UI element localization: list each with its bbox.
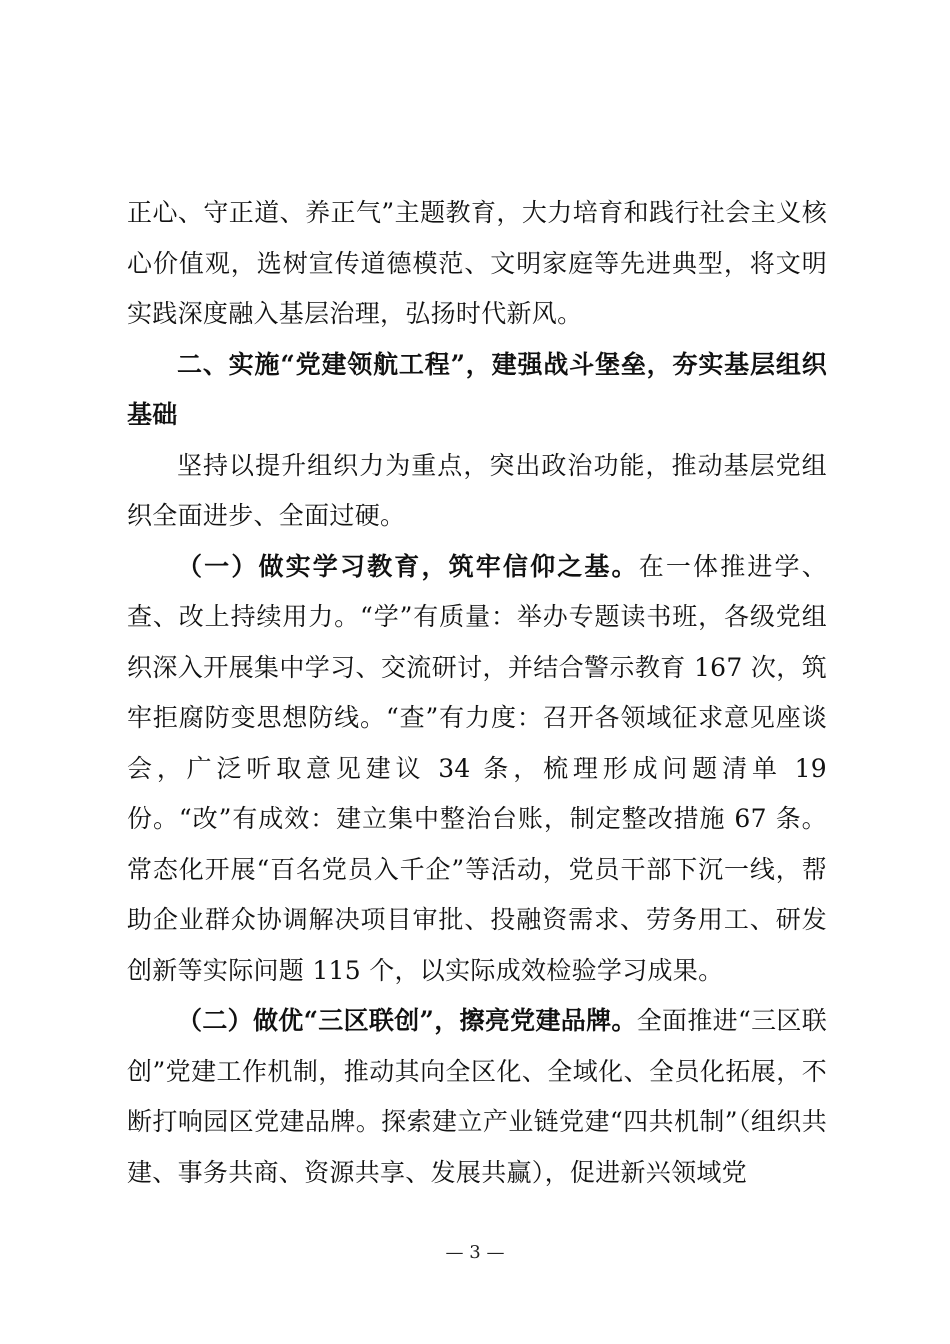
document-body xyxy=(127,188,827,1198)
page-number: — 3 — xyxy=(445,1242,505,1263)
subsection-2-paragraph xyxy=(127,996,827,1198)
subsection-1-body: 在一体推进学、查、改上持续用力。“学”有质量：举办专题读书班，各级党组织深入开展集中学习、交流研讨，并结合警示教育 167 次，筑牢拒腐防变思想防线。“查”有力度：召开各领域征求意见座谈会，广泛听取意见建议 34 条，梳理形成问题清单 19 份。“改”有成效：建立集中整治台账，制定整改措施 67 条。常态化开展“百名党员入千企”等活动，党员干部下沉一线，帮助企业群众协调解决项目审批、投融资需求、劳务用工、研发创新等实际问题 115 个，以实际成效检验学习成果。 xyxy=(127,551,827,985)
subsection-1-heading: （一）做实学习教育，筑牢信仰之基。 xyxy=(177,551,639,581)
subsection-2-heading: （二）做优“三区联创”，擦亮党建品牌。 xyxy=(177,1006,637,1035)
section-heading: 二、实施“党建领航工程”，建强战斗堡垒，夯实基层组织基础 xyxy=(127,349,827,429)
subsection-1-paragraph xyxy=(127,542,827,997)
section-intro-paragraph: 坚持以提升组织力为重点，突出政治功能，推动基层党组织全面进步、全面过硬。 xyxy=(127,450,827,530)
subsection-2-body: 全面推进“三区联创”党建工作机制，推动其向全区化、全域化、全员化拓展，不断打响园区党建品牌。探索建立产业链党建“四共机制”（组织共建、事务共商、资源共享、发展共赢），促进新兴领域党 xyxy=(127,1006,827,1187)
paragraph-continued: 正心、守正道、养正气”主题教育，大力培育和践行社会主义核心价值观，选树宣传道德模范、文明家庭等先进典型，将文明实践深度融入基层治理，弘扬时代新风。 xyxy=(127,198,827,328)
